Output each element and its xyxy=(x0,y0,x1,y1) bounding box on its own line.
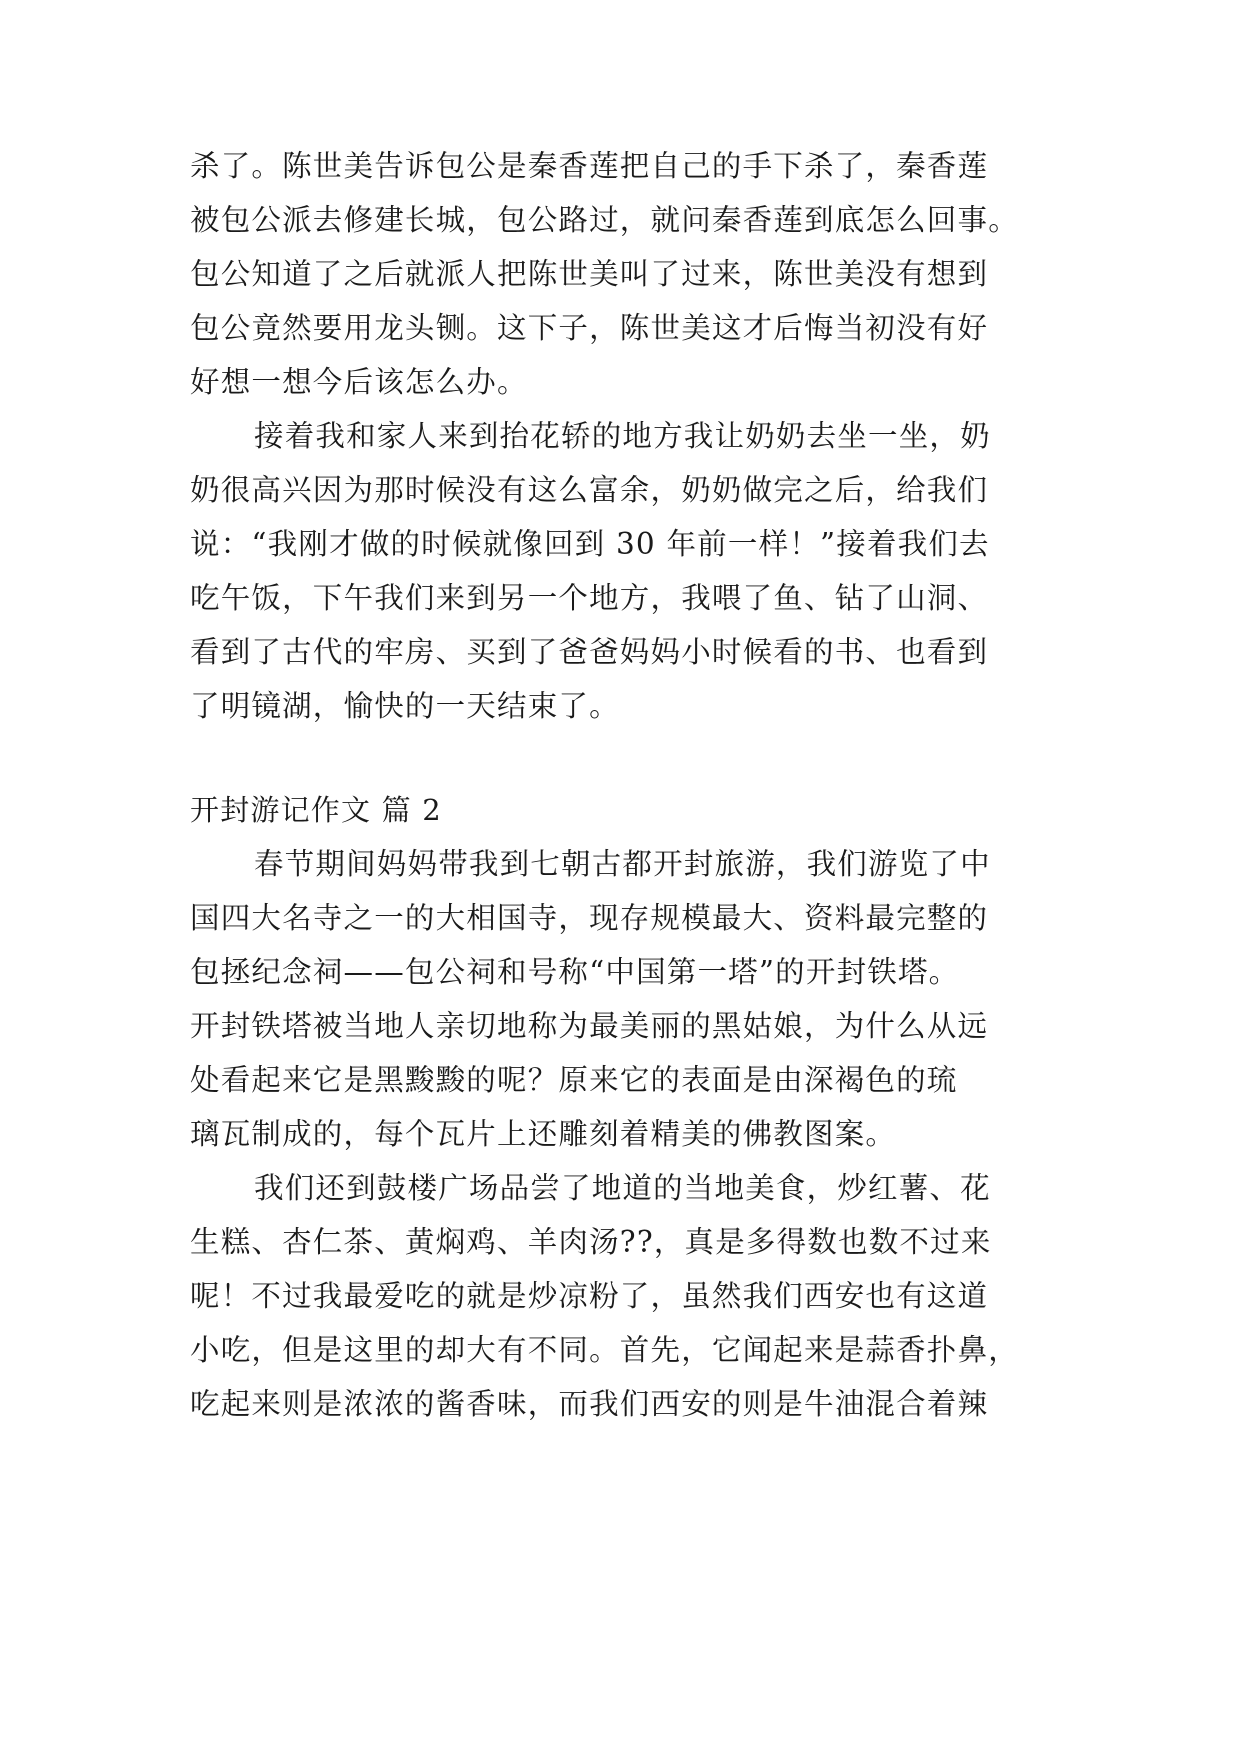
text-line: 了明镜湖，愉快的一天结束了。 xyxy=(190,689,620,723)
text-line: 呢！不过我最爱吃的就是炒凉粉了，虽然我们西安也有这道 xyxy=(190,1279,989,1313)
section-heading: 开封游记作文 篇 2 xyxy=(190,793,442,827)
text-line: 奶很高兴因为那时候没有这么富余，奶奶做完之后，给我们 xyxy=(190,473,989,507)
text-line: 杀了。陈世美告诉包公是秦香莲把自己的手下杀了，秦香莲 xyxy=(190,149,989,183)
paragraph-first-line: 接着我和家人来到抬花轿的地方我让奶奶去坐一坐，奶 xyxy=(254,419,991,453)
text-line: 包公竟然要用龙头铡。这下子，陈世美这才后悔当初没有好 xyxy=(190,311,989,345)
text-line: 吃起来则是浓浓的酱香味，而我们西安的则是牛油混合着辣 xyxy=(190,1387,989,1421)
text-line: 看到了古代的牢房、买到了爸爸妈妈小时候看的书、也看到 xyxy=(190,635,989,669)
text-line: 被包公派去修建长城，包公路过，就问秦香莲到底怎么回事。 xyxy=(190,203,1019,237)
text-line: 开封铁塔被当地人亲切地称为最美丽的黑姑娘，为什么从远 xyxy=(190,1009,989,1043)
text-line: 生糕、杏仁茶、黄焖鸡、羊肉汤??，真是多得数也数不过来 xyxy=(190,1225,992,1259)
text-line: 吃午饭，下午我们来到另一个地方，我喂了鱼、钻了山洞、 xyxy=(190,581,989,615)
text-line: 璃瓦制成的，每个瓦片上还雕刻着精美的佛教图案。 xyxy=(190,1117,897,1151)
text-line: 处看起来它是黑黢黢的呢？原来它的表面是由深褐色的琉 xyxy=(190,1063,958,1097)
paragraph-first-line: 我们还到鼓楼广场品尝了地道的当地美食，炒红薯、花 xyxy=(254,1171,991,1205)
text-line: 小吃，但是这里的却大有不同。首先，它闻起来是蒜香扑鼻， xyxy=(190,1333,1019,1367)
text-line: 说：“我刚才做的时候就像回到 30 年前一样！”接着我们去 xyxy=(190,527,990,561)
paragraph-first-line: 春节期间妈妈带我到七朝古都开封旅游，我们游览了中 xyxy=(254,847,991,881)
text-line: 国四大名寺之一的大相国寺，现存规模最大、资料最完整的 xyxy=(190,901,989,935)
text-line: 包拯纪念祠——包公祠和号称“中国第一塔”的开封铁塔。 xyxy=(190,955,960,989)
text-line: 好想一想今后该怎么办。 xyxy=(190,365,528,399)
text-line: 包公知道了之后就派人把陈世美叫了过来，陈世美没有想到 xyxy=(190,257,989,291)
